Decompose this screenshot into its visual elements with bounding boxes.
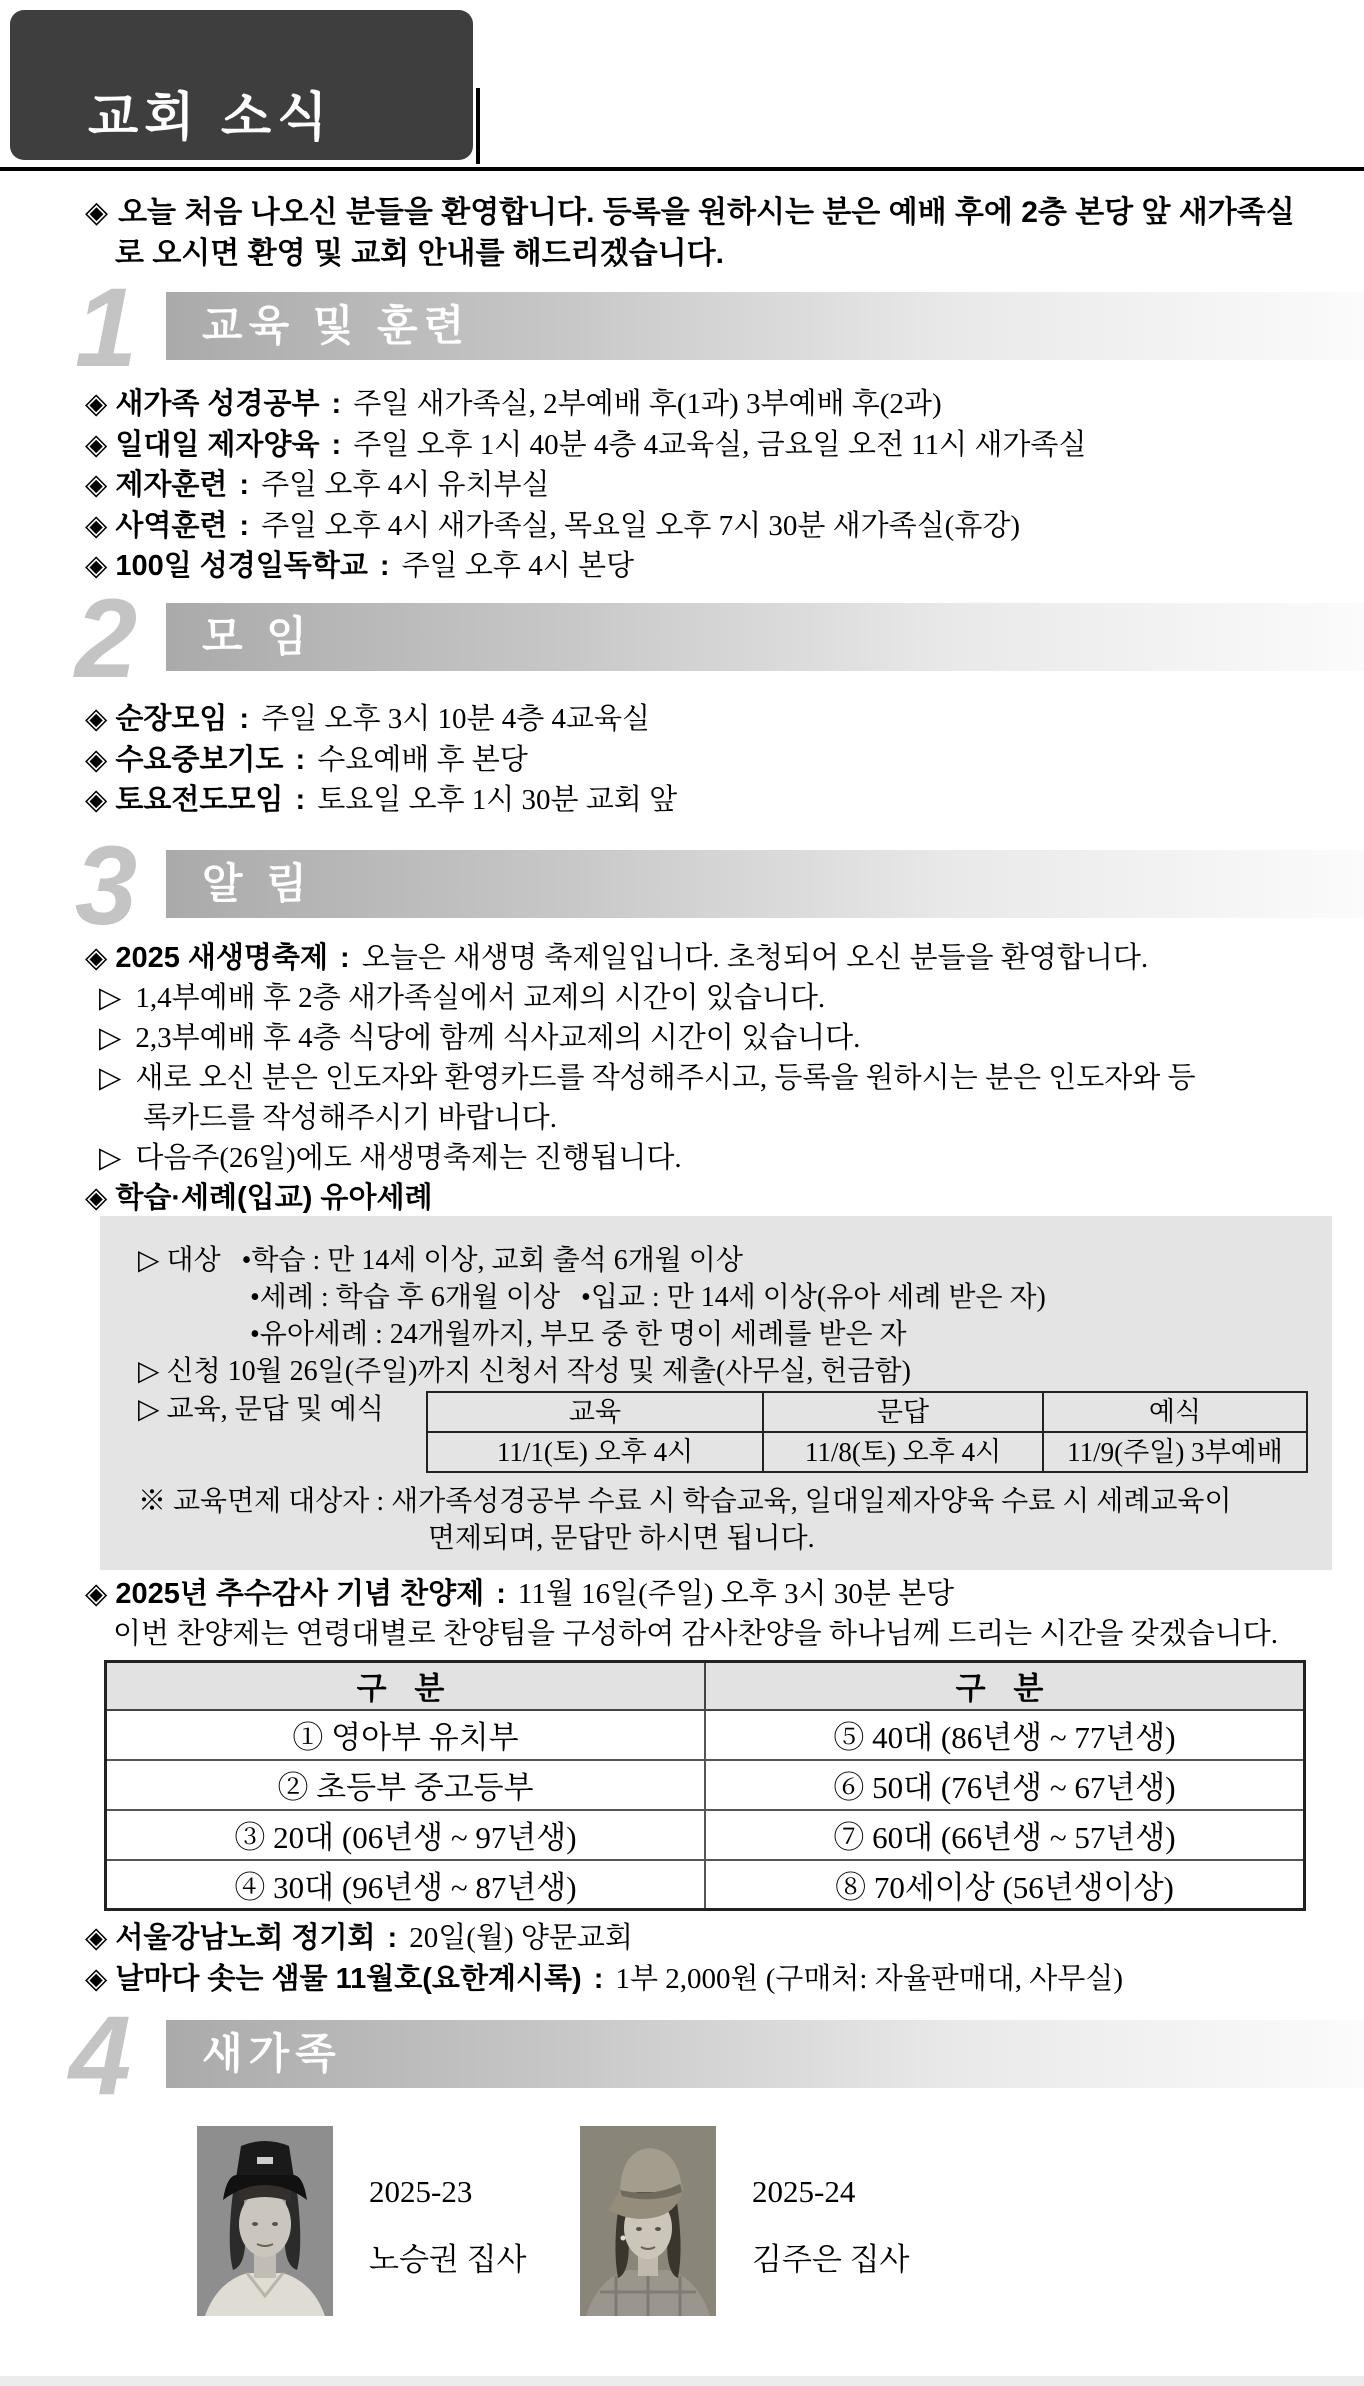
announcements-body <box>85 938 1363 1218</box>
festival-heading <box>85 938 1363 978</box>
point-text: 새로 오신 분은 인도자와 환영카드를 작성해주시고, 등록을 원하시는 분은 인도자와 등 <box>135 1062 1196 1094</box>
item-label: 날마다 솟는 샘물 11월호(요한계시록) <box>115 1963 582 1995</box>
header-rule <box>0 167 1364 171</box>
section-title-new-family: 새가족 <box>202 2030 342 2077</box>
diamond-bullet-icon: ◈ <box>85 1922 108 1954</box>
triangle-bullet-icon: ▷ <box>99 1022 122 1054</box>
baptism-schedule-label: ▷ 교육, 문답 및 예식 <box>138 1394 384 1425</box>
item-desc: 주일 오후 4시 본당 <box>401 550 634 582</box>
item-desc: 주일 오후 4시 새가족실, 목요일 오후 7시 30분 새가족실(휴강) <box>261 509 1021 542</box>
column-header: 구 분 <box>705 1662 1305 1710</box>
section-header-meetings <box>166 603 1364 671</box>
baptism-target-line: •유아세례 : 24개월까지, 부모 중 한 명이 세례를 받은 자 <box>250 1319 907 1350</box>
welcome-text-2: 로 오시면 환영 및 교회 안내를 해드리겠습니다. <box>115 237 724 270</box>
list-item <box>85 384 1355 425</box>
list-item <box>85 465 1355 506</box>
item-desc: 주일 오후 3시 10분 4층 4교육실 <box>261 703 651 735</box>
baptism-schedule-row <box>138 1391 1308 1473</box>
item-label: 사역훈련 <box>115 509 228 542</box>
section-number-1: 1 <box>74 265 138 390</box>
new-member-card <box>197 2126 580 2316</box>
diamond-bullet-icon: ◈ <box>85 550 108 582</box>
item-separator: : <box>379 1922 406 1954</box>
item-label: 토요전도모임 <box>115 784 284 816</box>
point-text: 다음주(26일)에도 새생명축제는 진행됩니다. <box>135 1142 682 1174</box>
table-cell: ⑧ 70세이상 (56년생이상) <box>705 1860 1305 1910</box>
table-cell: 11/1(토) 오후 4시 <box>427 1432 763 1472</box>
item-label: 새가족 성경공부 <box>115 388 320 420</box>
list-item <box>85 546 1355 587</box>
section-number-2: 2 <box>74 576 138 701</box>
thanksgiving-block <box>85 1574 1363 1654</box>
notice-list <box>85 1918 1363 2000</box>
welcome-line-1 <box>85 192 1335 233</box>
diamond-bullet-icon: ◈ <box>85 196 109 229</box>
baptism-info-box <box>100 1216 1332 1570</box>
section-title-education: 교육 및 훈련 <box>202 302 471 349</box>
item-desc: 토요일 오후 1시 30분 교회 앞 <box>317 784 678 816</box>
list-item <box>85 1959 1363 2000</box>
item-desc: 주일 오후 4시 유치부실 <box>261 469 550 501</box>
item-separator: : <box>231 509 258 542</box>
diamond-bullet-icon: ◈ <box>85 942 108 974</box>
note-line-1: ※ 교육면제 대상자 : 새가족성경공부 수료 시 학습교육, 일대일제자양육 수료 시 세례교육이 <box>138 1486 1232 1517</box>
section-header-announcements <box>166 850 1364 918</box>
item-label: 수요중보기도 <box>115 743 284 776</box>
table-row <box>106 1710 1305 1760</box>
table-cell: ① 영아부 유치부 <box>106 1710 706 1760</box>
table-header-row <box>427 1392 1307 1432</box>
section-header-new-family <box>166 2020 1364 2088</box>
member-info <box>752 2126 909 2316</box>
diamond-bullet-icon: ◈ <box>85 509 108 542</box>
item-separator: : <box>323 388 350 420</box>
diamond-bullet-icon: ◈ <box>85 1578 108 1610</box>
item-label: 2025년 추수감사 기념 찬양제 <box>115 1578 485 1610</box>
table-cell: ④ 30대 (96년생 ~ 87년생) <box>106 1860 706 1910</box>
member-id: 2025-23 <box>369 2174 473 2209</box>
baptism-heading <box>85 1178 1363 1218</box>
list-item <box>85 1918 1363 1959</box>
item-label: 제자훈련 <box>115 469 228 501</box>
item-label: 순장모임 <box>115 703 228 735</box>
festival-point <box>85 1018 1363 1058</box>
baptism-target-line: •세례 : 학습 후 6개월 이상 •입교 : 만 14세 이상(유아 세례 받은 자) <box>250 1282 1046 1313</box>
table-cell: ⑤ 40대 (86년생 ~ 77년생) <box>705 1710 1305 1760</box>
section-title-meetings: 모 임 <box>202 613 313 660</box>
table-row <box>427 1432 1307 1472</box>
festival-point <box>85 1058 1363 1098</box>
member-id: 2025-24 <box>752 2174 856 2209</box>
table-cell: ③ 20대 (06년생 ~ 97년생) <box>106 1810 706 1860</box>
triangle-bullet-icon: ▷ <box>99 1142 122 1174</box>
point-text: 2,3부예배 후 4층 식당에 함께 식사교제의 시간이 있습니다. <box>135 1022 861 1054</box>
item-label: 2025 새생명축제 <box>115 942 328 974</box>
page-title-box <box>10 10 473 160</box>
item-label: 학습·세례(입교) 유아세례 <box>115 1182 433 1214</box>
thanksgiving-heading <box>85 1574 1363 1614</box>
diamond-bullet-icon: ◈ <box>85 743 108 776</box>
education-item-list <box>85 384 1355 587</box>
item-separator: : <box>323 428 350 461</box>
meetings-item-list <box>85 699 1355 821</box>
section-number-3: 3 <box>74 823 138 948</box>
item-separator: : <box>371 550 398 582</box>
diamond-bullet-icon: ◈ <box>85 428 108 461</box>
item-desc: 오늘은 새생명 축제일입니다. 초청되어 오신 분들을 환영합니다. <box>361 942 1149 974</box>
festival-point-wrap: 록카드를 작성해주시기 바랍니다. <box>143 1102 557 1134</box>
section-title-announcements: 알 림 <box>202 860 313 907</box>
diamond-bullet-icon: ◈ <box>85 784 108 816</box>
note-line-2: 면제되며, 문답만 하시면 됩니다. <box>428 1523 815 1554</box>
title-divider-vertical <box>476 88 480 164</box>
table-header-row <box>106 1662 1305 1710</box>
praise-team-table <box>104 1660 1306 1911</box>
welcome-note <box>85 192 1335 274</box>
welcome-text-1: 오늘 처음 나오신 분들을 환영합니다. 등록을 원하시는 분은 예배 후에 2층 본당 앞 새가족실 <box>118 196 1295 229</box>
item-desc: 20일(월) 양문교회 <box>409 1922 633 1954</box>
list-item <box>85 425 1355 466</box>
item-separator: : <box>231 703 258 735</box>
item-desc: 주일 새가족실, 2부예배 후(1과) 3부예배 후(2과) <box>353 388 942 420</box>
item-separator: : <box>231 469 258 501</box>
item-desc: 11월 16일(주일) 오후 3시 30분 본당 <box>517 1578 955 1610</box>
table-row <box>106 1810 1305 1860</box>
thanksgiving-subtitle: 이번 찬양제는 연령대별로 찬양팀을 구성하여 감사찬양을 하나님께 드리는 시간을 갖겠습니다. <box>113 1618 1279 1650</box>
list-item <box>85 740 1355 781</box>
member-name: 김주은 집사 <box>752 2242 910 2277</box>
column-header: 교육 <box>427 1392 763 1432</box>
diamond-bullet-icon: ◈ <box>85 1963 108 1995</box>
triangle-bullet-icon: ▷ <box>99 982 122 1014</box>
item-label: 일대일 제자양육 <box>115 428 320 461</box>
member-photo-woman-cap <box>580 2126 716 2316</box>
item-separator: : <box>287 784 314 816</box>
table-cell: ② 초등부 중고등부 <box>106 1760 706 1810</box>
table-cell: 11/8(토) 오후 4시 <box>763 1432 1043 1472</box>
item-separator: : <box>331 942 358 974</box>
column-header: 구 분 <box>106 1662 706 1710</box>
item-label: 100일 성경일독학교 <box>115 550 368 582</box>
new-member-card <box>580 2126 963 2316</box>
item-desc: 수요예배 후 본당 <box>317 743 528 776</box>
diamond-bullet-icon: ◈ <box>85 469 108 501</box>
item-desc: 1부 2,000원 (구매처: 자율판매대, 사무실) <box>615 1963 1123 1995</box>
section-number-4: 4 <box>68 1993 132 2118</box>
diamond-bullet-icon: ◈ <box>85 388 108 420</box>
baptism-note <box>138 1483 1308 1557</box>
list-item <box>85 506 1355 547</box>
member-info <box>369 2126 526 2316</box>
triangle-bullet-icon: ▷ <box>99 1062 122 1094</box>
item-separator: : <box>488 1578 514 1610</box>
diamond-bullet-icon: ◈ <box>85 703 108 735</box>
item-desc: 주일 오후 1시 40분 4층 4교육실, 금요일 오전 11시 새가족실 <box>353 428 1087 461</box>
column-header: 예식 <box>1043 1392 1307 1432</box>
baptism-schedule-table <box>426 1391 1308 1473</box>
table-row <box>106 1760 1305 1810</box>
section-header-education <box>166 292 1364 360</box>
festival-point <box>85 1138 1363 1178</box>
table-cell: ⑦ 60대 (66년생 ~ 57년생) <box>705 1810 1305 1860</box>
table-cell: 11/9(주일) 3부예배 <box>1043 1432 1307 1472</box>
festival-point <box>85 978 1363 1018</box>
item-label: 서울강남노회 정기회 <box>115 1922 376 1954</box>
table-cell: ⑥ 50대 (76년생 ~ 67년생) <box>705 1760 1305 1810</box>
point-text: 1,4부예배 후 2층 새가족실에서 교제의 시간이 있습니다. <box>135 982 826 1014</box>
page-title: 교회 소식 <box>88 89 334 147</box>
table-row <box>106 1860 1305 1910</box>
baptism-apply-line: ▷ 신청 10월 26일(주일)까지 신청서 작성 및 제출(사무실, 헌금함) <box>138 1356 911 1387</box>
member-photo-man-bucket-hat <box>197 2126 333 2316</box>
new-member-list <box>197 2126 963 2316</box>
page-bottom-edge <box>0 2376 1364 2386</box>
list-item <box>85 780 1355 821</box>
item-separator: : <box>585 1963 612 1995</box>
list-item <box>85 699 1355 740</box>
column-header: 문답 <box>763 1392 1043 1432</box>
member-name: 노승권 집사 <box>369 2242 527 2277</box>
baptism-target-line: ▷ 대상 •학습 : 만 14세 이상, 교회 출석 6개월 이상 <box>138 1245 743 1276</box>
diamond-bullet-icon: ◈ <box>85 1182 108 1214</box>
item-separator: : <box>287 743 314 776</box>
